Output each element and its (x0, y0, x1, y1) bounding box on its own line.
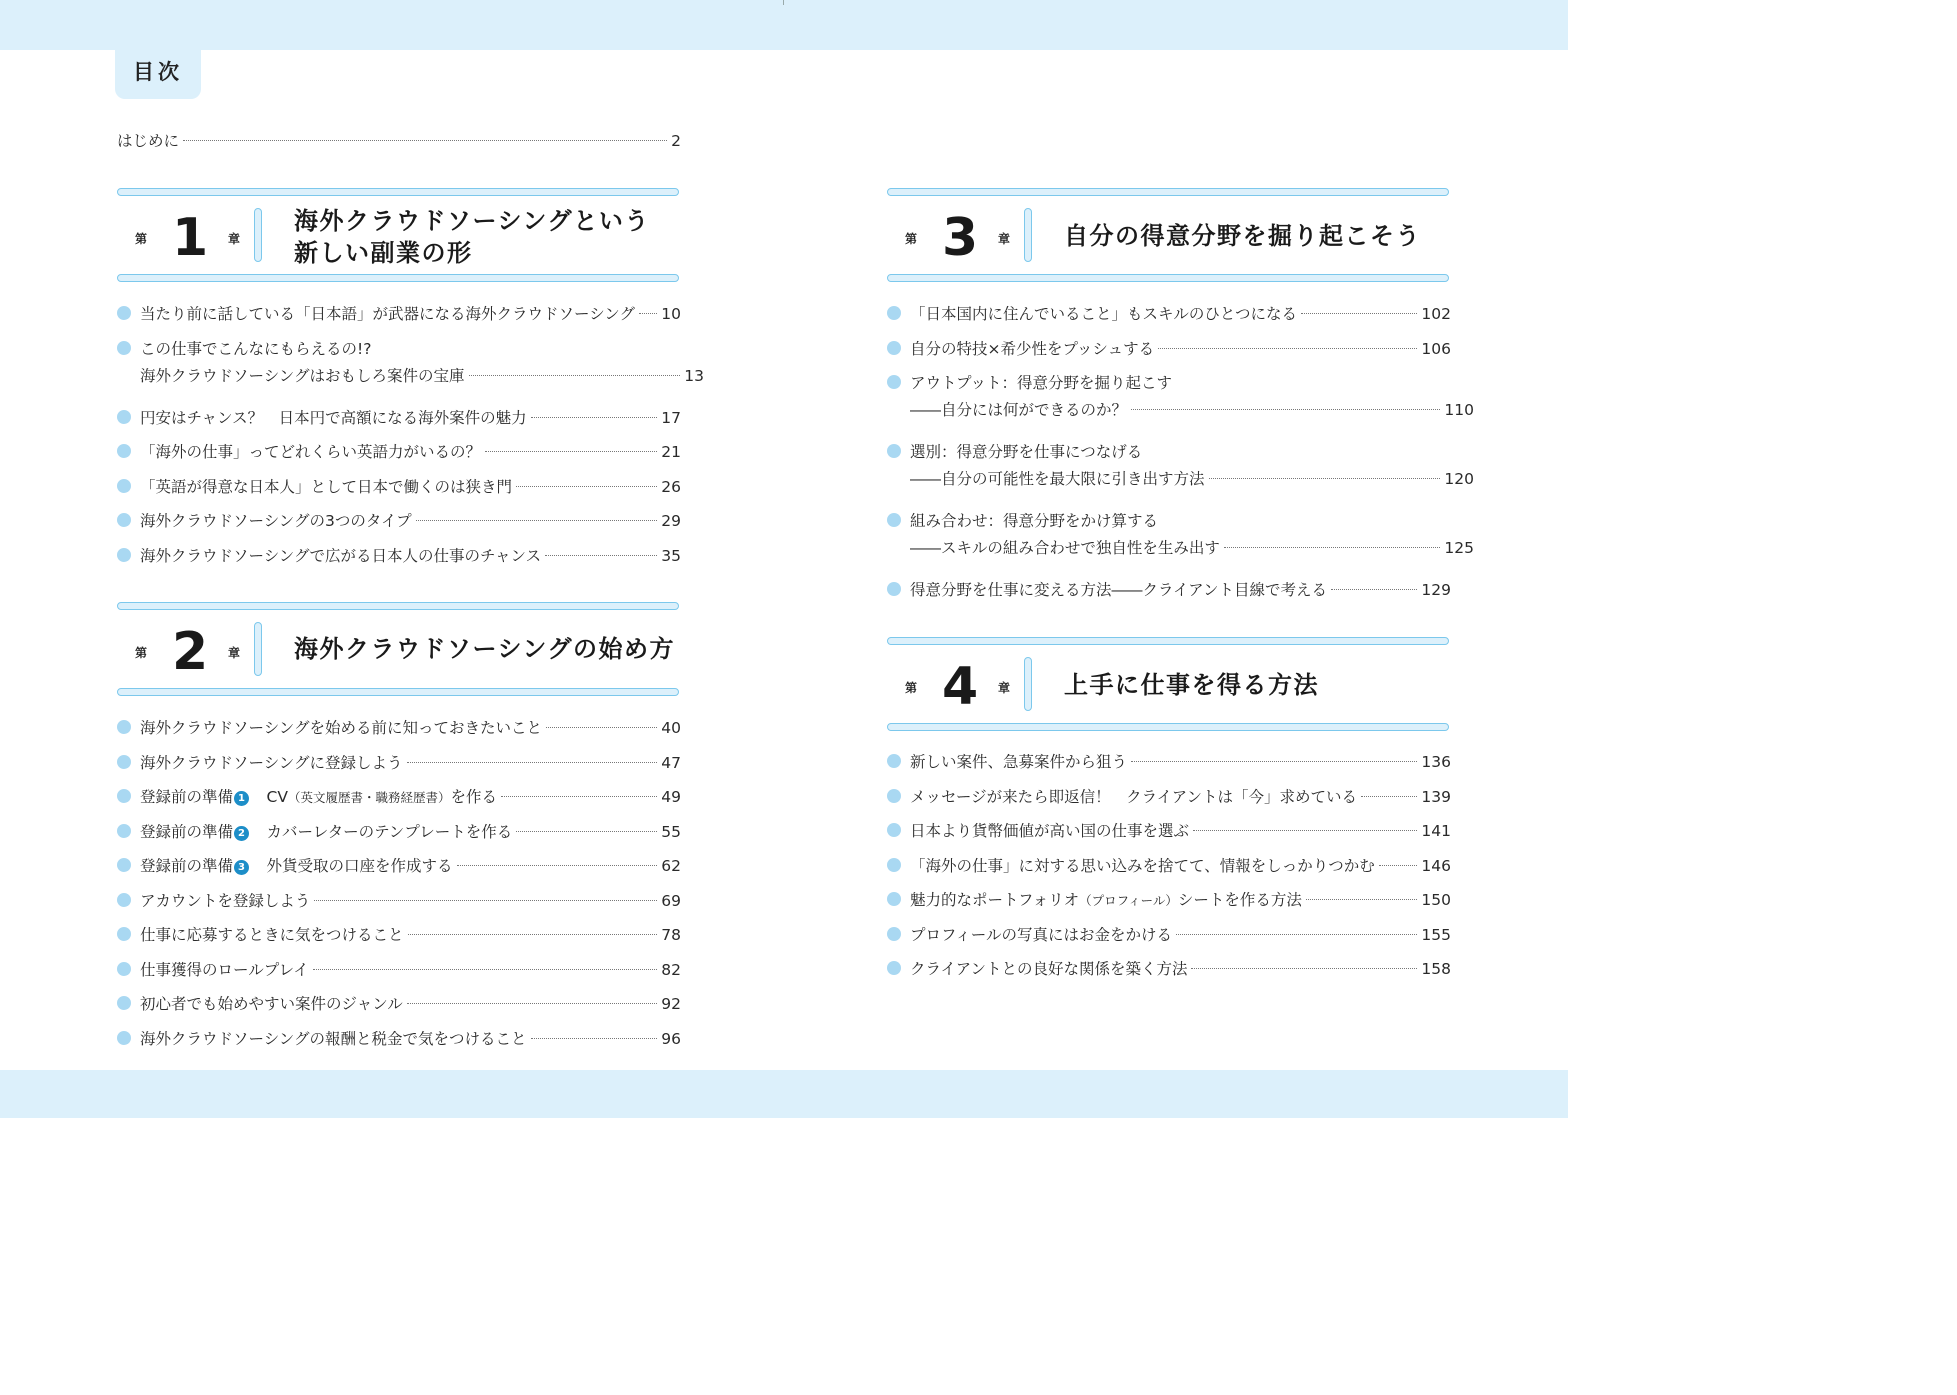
dot-leader (416, 520, 658, 521)
bullet-dot (887, 341, 901, 355)
chapter-title: 上手に仕事を得る方法 (1064, 671, 1319, 699)
chapter-dai: 第 (905, 681, 918, 695)
entry-page: 125 (1444, 539, 1474, 557)
entry-page: 10 (661, 305, 681, 323)
chapter-divider (254, 622, 262, 676)
entry-page: 146 (1421, 857, 1451, 875)
toc-entry[interactable] (887, 922, 1451, 949)
entry-prefix: 登録前の準備 (140, 823, 234, 841)
entry-note: （英文履歴書・職務経歴書） (287, 790, 451, 805)
entry-label (140, 784, 497, 811)
chapter-dai: 第 (135, 646, 148, 660)
chapter-title-line2: 新しい副業の形 (294, 239, 473, 267)
dot-leader (531, 1038, 658, 1039)
chapter-rule-top (117, 602, 679, 610)
toc-entry[interactable] (887, 784, 1451, 811)
entry-label (140, 819, 512, 846)
entry-label: 日本より貨幣価値が高い国の仕事を選ぶ (910, 822, 1190, 840)
entry-label: 海外クラウドソーシングに登録しよう (140, 754, 403, 772)
dot-leader (516, 486, 657, 487)
toc-entry[interactable] (887, 749, 1451, 776)
entry-label: 「英語が得意な日本人」として日本で働くのは狭き門 (140, 478, 513, 496)
entry-label: クライアントとの良好な関係を築く方法 (910, 960, 1188, 978)
toc-entry[interactable] (887, 508, 1474, 562)
bullet-dot (117, 513, 131, 527)
entry-label: 海外クラウドソーシングの3つのタイプ (140, 512, 412, 530)
toc-entry[interactable] (117, 1026, 681, 1053)
entry-page: 35 (661, 547, 681, 565)
bullet-dot (117, 444, 131, 458)
bullet-dot (887, 927, 901, 941)
entry-page: 55 (661, 823, 681, 841)
chapter-number: 3 (942, 208, 979, 268)
toc-heading: 目次 (133, 59, 183, 84)
entry-page: 82 (661, 961, 681, 979)
dot-leader (501, 796, 657, 797)
entry-label: 円安はチャンス？ 日本円で高額になる海外案件の魅力 (140, 409, 527, 427)
dot-leader (1361, 796, 1417, 797)
dot-leader (1176, 934, 1417, 935)
entry-label: 海外クラウドソーシングを始める前に知っておきたいこと (140, 719, 542, 737)
entry-page: 158 (1421, 960, 1451, 978)
entry-page: 155 (1421, 926, 1451, 944)
entry-label: プロフィールの写真にはお金をかける (910, 926, 1172, 944)
toc-entry[interactable] (887, 887, 1451, 914)
dot-leader (545, 555, 657, 556)
entry-text: を作る (450, 788, 497, 806)
entry-sublabel: 海外クラウドソーシングはおもしろ案件の宝庫 (140, 367, 465, 385)
bullet-dot (117, 893, 131, 907)
bullet-dot (887, 306, 901, 320)
gutter-mark (783, 0, 784, 5)
dot-leader (1158, 348, 1417, 349)
dot-leader (407, 1003, 657, 1004)
bullet-dot (117, 720, 131, 734)
toc-entry[interactable] (887, 336, 1451, 363)
entry-label: 海外クラウドソーシングで広がる日本人の仕事のチャンス (140, 547, 542, 565)
entry-sublabel: ――スキルの組み合わせで独自性を生み出す (910, 539, 1220, 557)
entry-page: 78 (661, 926, 681, 944)
dot-leader (1209, 478, 1441, 479)
entry-label: 組み合わせ：得意分野をかけ算する (910, 512, 1159, 530)
dot-leader (546, 727, 657, 728)
bullet-dot (117, 858, 131, 872)
dot-leader (469, 375, 681, 376)
dot-leader (314, 900, 657, 901)
dot-leader (516, 831, 657, 832)
entry-label (140, 853, 453, 880)
dot-leader (1301, 313, 1417, 314)
bullet-dot (887, 754, 901, 768)
entry-page: 40 (661, 719, 681, 737)
entry-label: 自分の特技×希少性をプッシュする (910, 340, 1155, 358)
entry-text: カバーレターのテンプレートを作る (251, 823, 513, 841)
chapter-number: 2 (172, 622, 209, 682)
toc-entry[interactable] (887, 577, 1451, 604)
bullet-dot (117, 479, 131, 493)
toc-entry[interactable] (117, 888, 681, 915)
toc-entry[interactable] (117, 922, 681, 949)
chapter-3-header (887, 188, 1451, 284)
entry-note: （プロフィール） (1079, 893, 1178, 908)
toc-entry[interactable] (117, 439, 681, 466)
toc-entry[interactable] (887, 370, 1474, 424)
chapter-title-line1: 海外クラウドソーシングという (294, 207, 650, 235)
entry-label: 海外クラウドソーシングの報酬と税金で気をつけること (140, 1030, 527, 1048)
chapter-number: 4 (942, 657, 979, 717)
entry-label: 仕事に応募するときに気をつけること (140, 926, 404, 944)
toc-entry[interactable] (117, 784, 681, 811)
entry-label: 得意分野を仕事に変える方法――クライアント目線で考える (910, 581, 1327, 599)
entry-prefix: 登録前の準備 (140, 857, 234, 875)
toc-entry[interactable] (117, 957, 681, 984)
bullet-dot (117, 789, 131, 803)
toc-entry[interactable] (887, 956, 1451, 983)
dot-leader (407, 762, 658, 763)
bullet-dot (117, 341, 131, 355)
entry-label (910, 887, 1302, 914)
entry-label: 「日本国内に住んでいること」もスキルのひとつになる (910, 305, 1298, 323)
entry-page: 141 (1421, 822, 1451, 840)
bullet-dot (887, 858, 901, 872)
dot-leader (408, 934, 658, 935)
entry-page: 106 (1421, 340, 1451, 358)
dot-leader (1131, 409, 1440, 410)
dot-leader (1379, 865, 1418, 866)
dot-leader (531, 417, 658, 418)
toc-entry[interactable] (117, 405, 681, 432)
chapter-rule-bottom (887, 723, 1449, 731)
toc-entry[interactable] (117, 474, 681, 501)
entry-sublabel: ――自分の可能性を最大限に引き出す方法 (910, 470, 1205, 488)
dot-leader (1331, 589, 1417, 590)
entry-page: 21 (661, 443, 681, 461)
entry-page: 13 (684, 367, 704, 385)
entry-page: 69 (661, 892, 681, 910)
entry-page: 17 (661, 409, 681, 427)
chapter-title: 自分の得意分野を掘り起こそう (1064, 222, 1421, 250)
chapter-rule-bottom (887, 274, 1449, 282)
entry-label: 選別：得意分野を仕事につなげる (910, 443, 1143, 461)
entry-label: はじめに (117, 132, 180, 150)
entry-label: メッセージが来たら即返信！ クライアントは「今」求めている (910, 788, 1358, 806)
dot-leader (313, 969, 657, 970)
chapter-sho: 章 (998, 681, 1011, 695)
bullet-dot (887, 513, 901, 527)
entry-text: シートを作る方法 (1177, 891, 1302, 909)
toc-entry-intro[interactable] (117, 128, 681, 155)
entry-page: 2 (671, 132, 681, 150)
bullet-dot (887, 444, 901, 458)
entry-text: CV (251, 788, 288, 806)
toc-entry[interactable] (117, 508, 681, 535)
bullet-dot (887, 961, 901, 975)
entry-label: 「海外の仕事」に対する思い込みを捨てて、情報をしっかりつかむ (910, 857, 1375, 875)
entry-label: 新しい案件、急募案件から狙う (910, 753, 1128, 771)
toc-entry[interactable] (117, 819, 681, 846)
chapter-2-header (117, 602, 681, 698)
bullet-dot (887, 375, 901, 389)
bullet-dot (117, 927, 131, 941)
chapter-sho: 章 (228, 646, 241, 660)
chapter-divider (254, 208, 262, 262)
entry-page: 62 (661, 857, 681, 875)
entry-label: アウトプット：得意分野を掘り起こす (910, 374, 1172, 392)
entry-page: 96 (661, 1030, 681, 1048)
toc-entry[interactable] (887, 439, 1474, 493)
toc-entry[interactable] (117, 301, 681, 328)
dot-leader (1193, 830, 1417, 831)
bullet-dot (117, 996, 131, 1010)
dot-leader (639, 313, 657, 314)
dot-leader (1306, 899, 1418, 900)
entry-page: 139 (1421, 788, 1451, 806)
bullet-dot (887, 823, 901, 837)
chapter-4-header (887, 637, 1451, 733)
entry-page: 49 (661, 788, 681, 806)
toc-entry[interactable] (117, 715, 681, 742)
bullet-dot (117, 306, 131, 320)
bullet-dot (117, 824, 131, 838)
bullet-dot (117, 410, 131, 424)
chapter-sho: 章 (228, 232, 241, 246)
entry-page: 150 (1421, 891, 1451, 909)
entry-label: この仕事でこんなにもらえるの!? (140, 340, 372, 358)
bullet-dot (887, 789, 901, 803)
step-number-badge: 2 (234, 826, 249, 841)
entry-page: 102 (1421, 305, 1451, 323)
bullet-dot (887, 892, 901, 906)
toc-entry[interactable] (117, 543, 681, 570)
step-number-badge: 1 (234, 791, 249, 806)
chapter-1-header (117, 188, 681, 284)
bullet-dot (117, 548, 131, 562)
entry-sublabel: ――自分には何ができるのか？ (910, 401, 1128, 419)
chapter-title (294, 205, 650, 269)
entry-label: 「海外の仕事」ってどれくらい英語力がいるの？ (140, 443, 482, 461)
toc-entry[interactable] (887, 853, 1451, 880)
entry-page: 120 (1444, 470, 1474, 488)
toc-entry[interactable] (887, 301, 1451, 328)
toc-entry[interactable] (117, 853, 681, 880)
entry-text: 魅力的なポートフォリオ (910, 891, 1080, 909)
toc-entry[interactable] (887, 818, 1451, 845)
bullet-dot (117, 1031, 131, 1045)
entry-label: アカウントを登録しよう (140, 892, 311, 910)
entry-text: 外貨受取の口座を作成する (251, 857, 453, 875)
toc-entry[interactable] (117, 750, 681, 777)
entry-page: 110 (1444, 401, 1474, 419)
bullet-dot (117, 755, 131, 769)
entry-page: 26 (661, 478, 681, 496)
left-column (117, 0, 704, 1118)
entry-label: 初心者でも始めやすい案件のジャンル (140, 995, 403, 1013)
dot-leader (1191, 968, 1417, 969)
dot-leader (457, 865, 658, 866)
chapter-rule-top (887, 188, 1449, 196)
chapter-dai: 第 (135, 232, 148, 246)
dot-leader (183, 140, 667, 141)
chapter-rule-top (887, 637, 1449, 645)
chapter-rule-bottom (117, 274, 679, 282)
chapter-title: 海外クラウドソーシングの始め方 (294, 635, 675, 663)
bullet-dot (117, 962, 131, 976)
right-column (887, 0, 1474, 1118)
bullet-dot (887, 582, 901, 596)
toc-entry[interactable] (117, 336, 704, 390)
dot-leader (485, 451, 657, 452)
toc-entry[interactable] (117, 991, 681, 1018)
chapter-number: 1 (172, 208, 209, 268)
dot-leader (1224, 547, 1441, 548)
entry-label: 仕事獲得のロールプレイ (140, 961, 309, 979)
chapter-sho: 章 (998, 232, 1011, 246)
entry-page: 29 (661, 512, 681, 530)
dot-leader (1131, 761, 1417, 762)
chapter-dai: 第 (905, 232, 918, 246)
entry-prefix: 登録前の準備 (140, 788, 234, 806)
chapter-rule-bottom (117, 688, 679, 696)
entry-label: 当たり前に話している「日本語」が武器になる海外クラウドソーシング (140, 305, 635, 323)
step-number-badge: 3 (234, 860, 249, 875)
entry-page: 92 (661, 995, 681, 1013)
chapter-divider (1024, 657, 1032, 711)
entry-page: 129 (1421, 581, 1451, 599)
chapter-rule-top (117, 188, 679, 196)
chapter-divider (1024, 208, 1032, 262)
entry-page: 136 (1421, 753, 1451, 771)
entry-page: 47 (661, 754, 681, 772)
